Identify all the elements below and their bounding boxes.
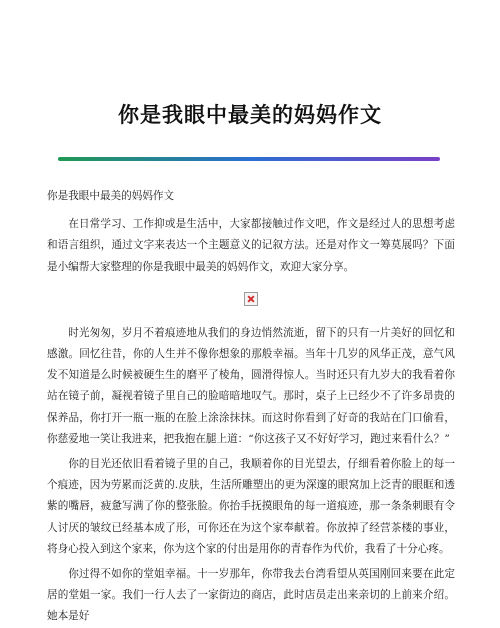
body-paragraph-1: 时光匆匆，岁月不着痕迹地从我们的身边悄然流逝，留下的只有一片美好的回忆和感激。回忆往昔，你的人生并不像你想象的那般幸福。当年十几岁的风华正茂，意气风发不知道是么时候被硬生生的磨平了棱角，圆滑得惊人。当时还只有九岁大的我看着你站在镜子前，凝视着镜子里自己的脸暗暗地叹气。那时，桌子上已经少不了许多昂贵的保养品，你打开一瓶一瓶的在脸上涂涂抹抹。而这时你看到了好奇的我站在门口偷看，你慈爱地一笑让我进来，把我抱在腿上道：“你这孩子又不好好学习，跑过来看什么？”: [47, 326, 455, 445]
title-divider: [58, 157, 440, 161]
body-paragraph-2: 你的目光还依旧看着镜子里的自己，我顺着你的目光望去，仔细看着你脸上的每一个痕迹，因为劳累而泛黄的.皮肤，生活所雕塑出的更为深邃的眼窝加上泛青的眼眶和透紫的嘴唇，疲惫写满了你的整张脸。你抬手抚摸眼角的每一道痕迹，那一条条刺眼有令人讨厌的皱纹已经基本成了形，可你还在为这个家奉献着。你放掉了经营茶楼的事业，将身心投入到这个家来，你为这个家的付出是用你的青春作为代价，我看了十分心疼。: [47, 458, 455, 555]
page-title: 你是我眼中最美的妈妈作文: [118, 102, 382, 127]
intro-paragraph: 在日常学习、工作抑或是生活中，大家都接触过作文吧，作文是经过人的思想考虑和语言组织，通过文字来表达一个主题意义的记叙方法。还是对作文一筹莫展吗？下面是小编帮大家整理的你是我眼中最美的妈妈作文，欢迎大家分享。: [47, 218, 455, 273]
broken-image-icon: [244, 292, 258, 306]
image-placeholder: [47, 285, 455, 313]
article-body: [47, 186, 455, 628]
article-heading: 你是我眼中最美的妈妈作文: [47, 190, 175, 202]
body-paragraph-3: 你过得不如你的堂姐幸福。十一岁那年，你带我去台湾看望从英国刚回来要在此定居的堂姐一家。我们一行人去了一家街边的商店，此时店员走出来亲切的上前来介绍。她本是好: [47, 568, 455, 623]
